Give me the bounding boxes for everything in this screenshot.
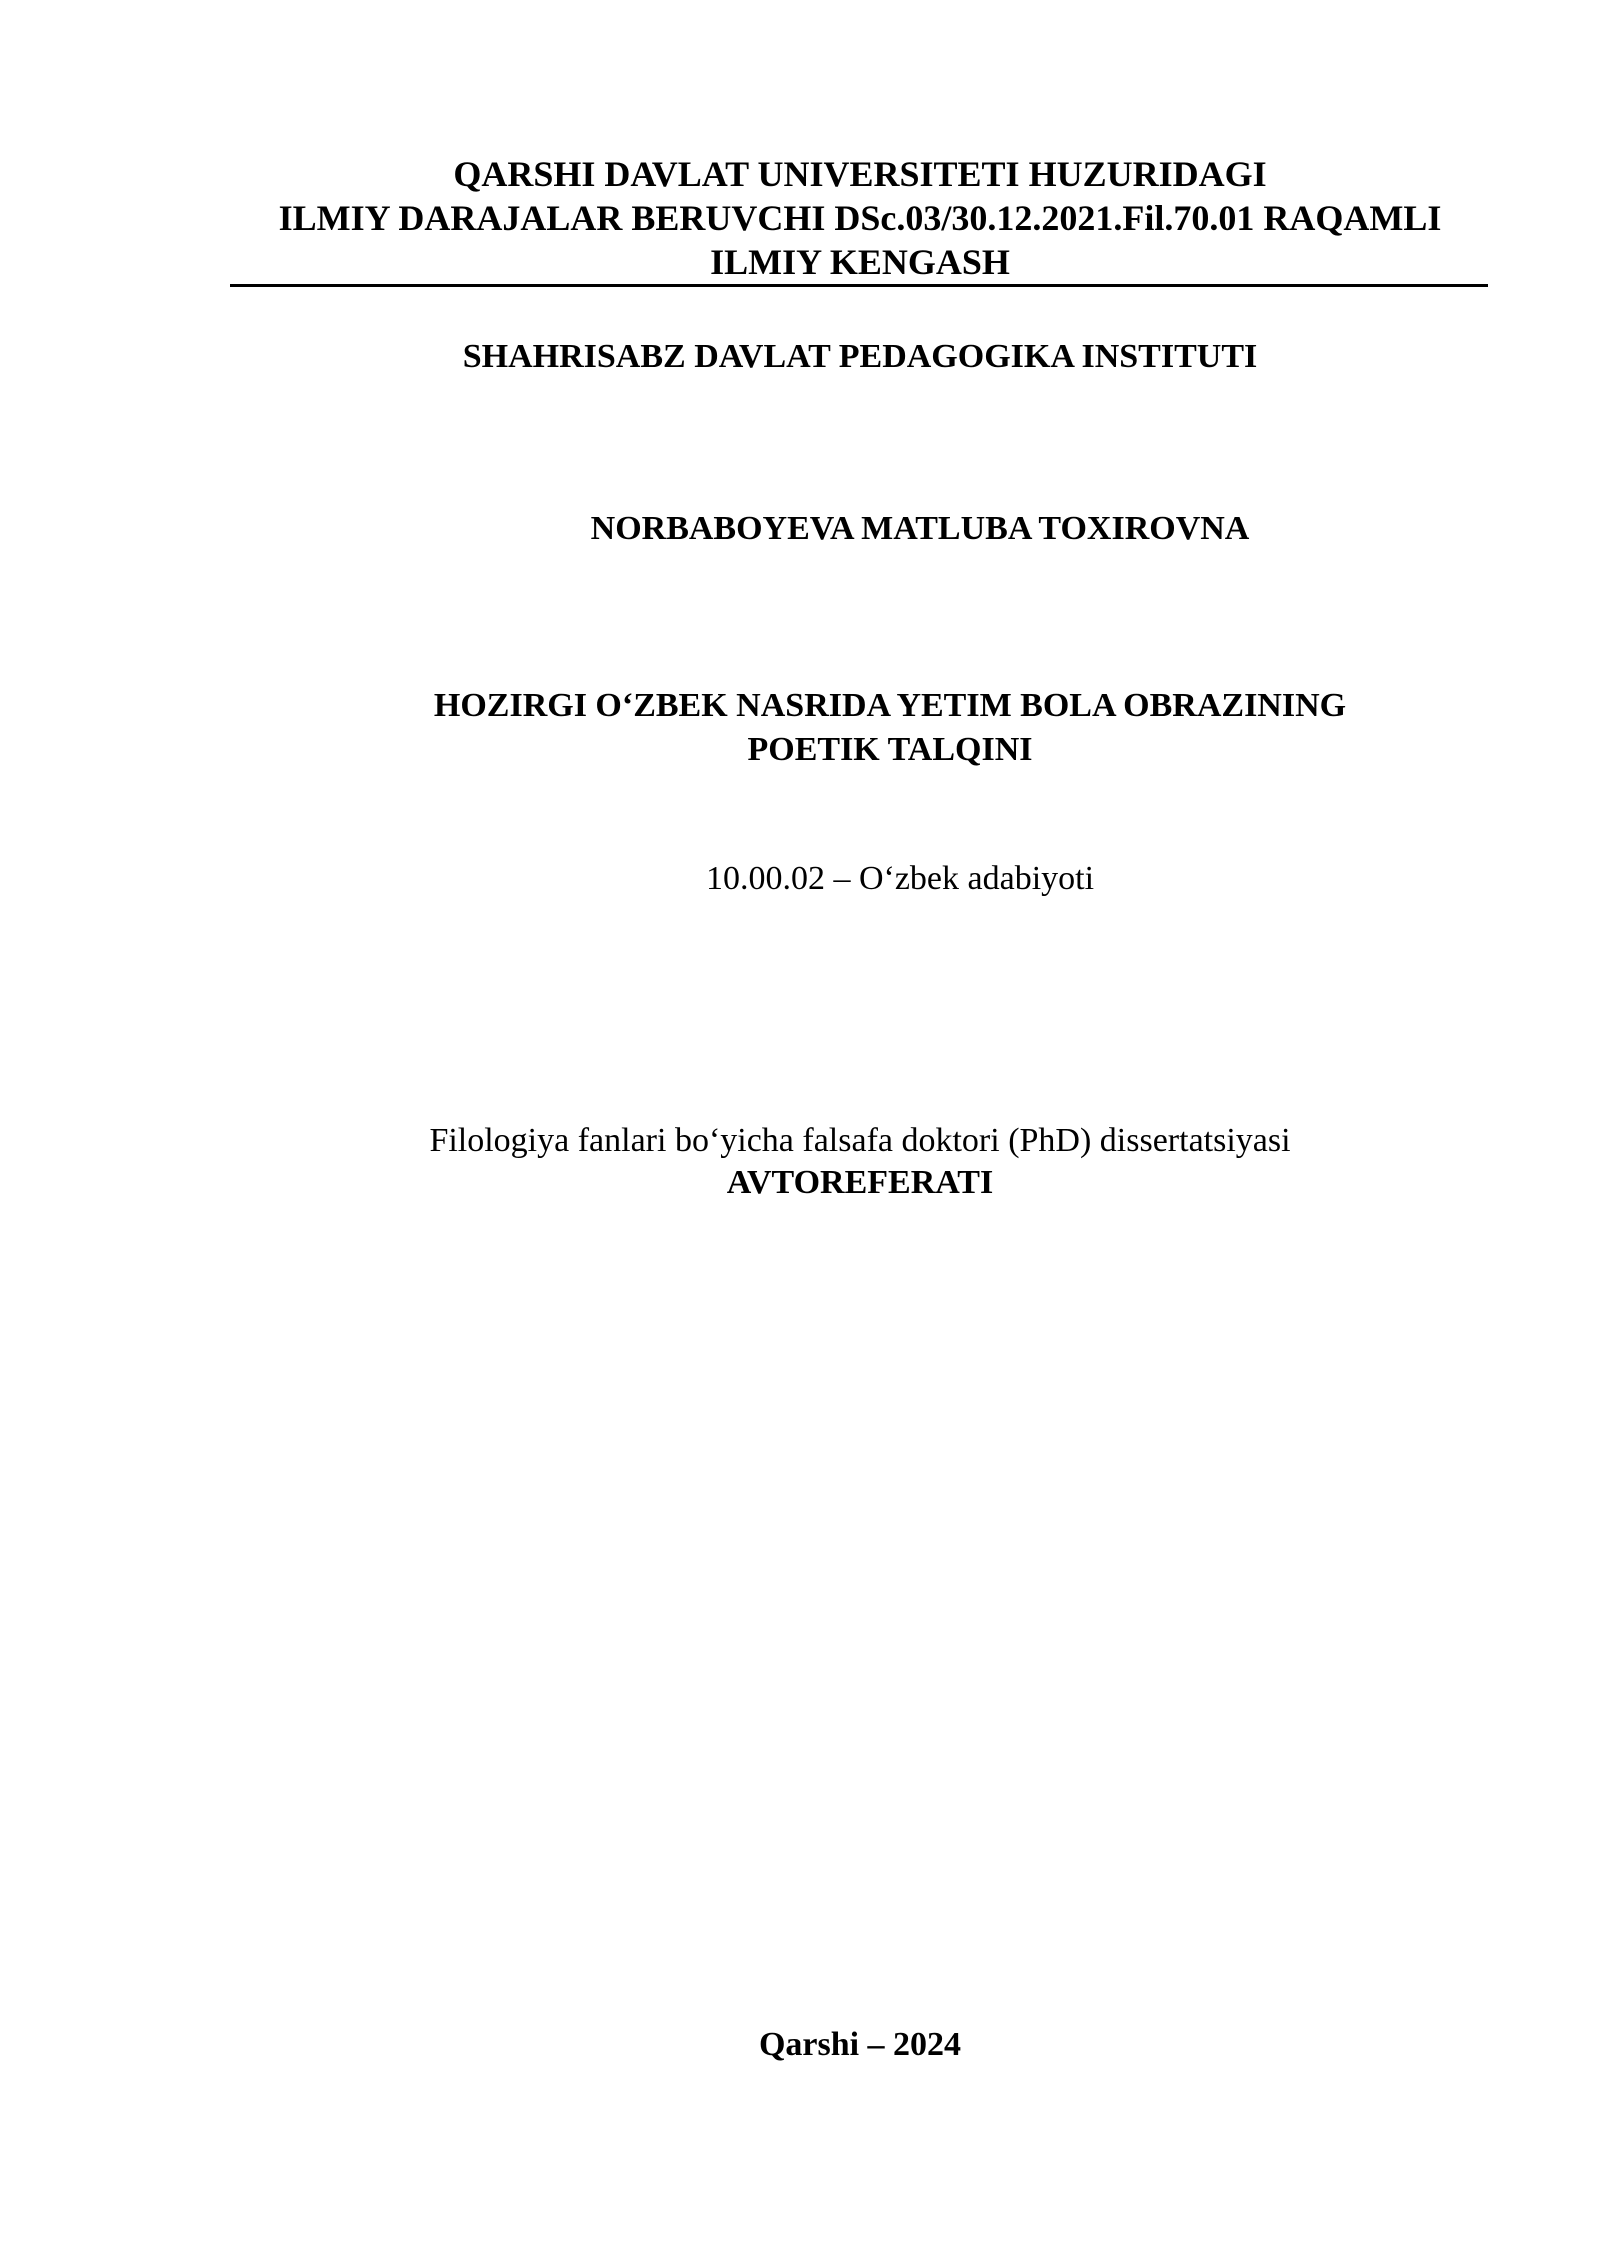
author-name: NORBABOYEVA MATLUBA TOXIROVNA: [590, 510, 1250, 547]
council-header: [200, 152, 1520, 284]
dissertation-title-line: HOZIRGI O‘ZBEK NASRIDA YETIM BOLA OBRAZINING: [433, 687, 1347, 724]
degree-description: Filologiya fanlari bo‘yicha falsafa doktori (PhD) dissertatsiyasi: [429, 1122, 1291, 1159]
document-type: AVTOREFERATI: [726, 1164, 994, 1201]
degree-statement: [260, 1120, 1460, 1204]
dissertation-title-line: POETIK TALQINI: [747, 731, 1033, 768]
council-header-line: QARSHI DAVLAT UNIVERSITETI HUZURIDAGI: [453, 154, 1267, 194]
header-divider: [230, 284, 1488, 287]
institute-name: SHAHRISABZ DAVLAT PEDAGOGIKA INSTITUTI: [462, 338, 1258, 375]
dissertation-title: [340, 684, 1440, 772]
place-and-year: Qarshi – 2024: [758, 2026, 962, 2063]
council-header-line: ILMIY KENGASH: [710, 242, 1010, 282]
specialty-code: 10.00.02 – O‘zbek adabiyoti: [705, 860, 1095, 897]
council-header-line: ILMIY DARAJALAR BERUVCHI DSc.03/30.12.2021.Fil.70.01 RAQAMLI: [278, 198, 1442, 238]
